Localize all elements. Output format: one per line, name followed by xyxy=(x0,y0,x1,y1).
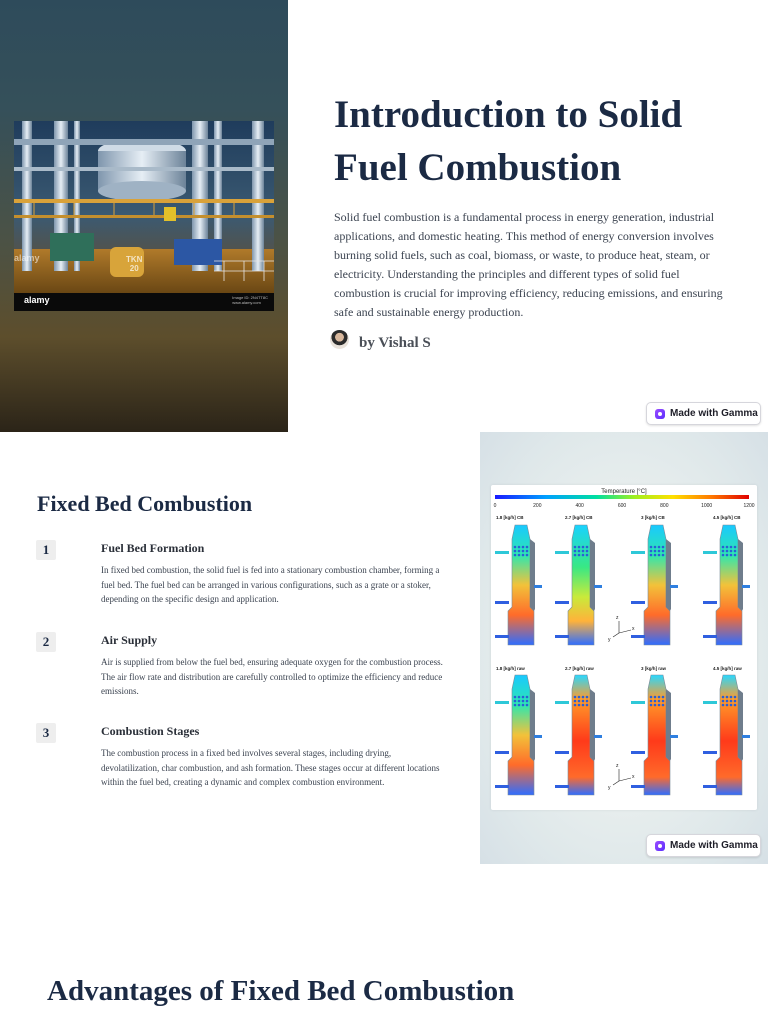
tube-dot xyxy=(726,550,729,553)
reactor-model xyxy=(555,525,602,645)
reactor-side xyxy=(530,689,535,761)
step-description: Air is supplied from below the fuel bed, ensuring adequate oxygen for the combustion process. The air flow rate and distribution are carefully controlled to optimize the efficiency and reduce emissions. xyxy=(101,657,443,696)
outlet-pipe xyxy=(594,735,602,738)
axis-line xyxy=(613,633,619,637)
slide-advantages xyxy=(0,864,768,1024)
tube-dot xyxy=(734,704,737,707)
gamma-badge-label: Made with Gamma xyxy=(670,408,758,419)
tube-dot xyxy=(526,696,529,699)
reactor-label: 3 [kg/h] CB xyxy=(641,515,665,520)
tube-dot xyxy=(578,704,581,707)
slide2-image-panel xyxy=(480,432,768,864)
tube-dot xyxy=(722,554,725,557)
reactor-model xyxy=(631,675,678,795)
axes-indicator-top xyxy=(608,615,635,643)
tube-dot xyxy=(658,696,661,699)
reactor-label: 4.5 [kg/h] CB xyxy=(713,515,741,520)
reactor-label: 3 [kg/h] raw xyxy=(641,666,667,671)
tube-dot xyxy=(730,546,733,549)
tube-dot xyxy=(654,704,657,707)
tube-dot xyxy=(658,554,661,557)
axis-line xyxy=(619,630,631,633)
tube-dot xyxy=(514,554,517,557)
colorbar-ticks xyxy=(494,503,755,509)
slide1-title: Introduction to Solid Fuel Combustion xyxy=(334,93,683,189)
power-plant-photo xyxy=(14,121,274,311)
reactor-model xyxy=(495,525,542,645)
tube-dot xyxy=(522,550,525,553)
axis-line xyxy=(619,778,631,781)
simulation-svg xyxy=(491,485,757,810)
inlet-pipe xyxy=(495,751,509,754)
tube-dot xyxy=(658,546,661,549)
inlet-pipe xyxy=(703,785,717,788)
axis-line xyxy=(613,781,619,785)
tube-dot xyxy=(654,700,657,703)
reactor-model xyxy=(631,525,678,645)
inlet-pipe xyxy=(495,701,509,704)
made-with-gamma-button[interactable] xyxy=(646,834,761,857)
tube-dot xyxy=(730,554,733,557)
tube-dot xyxy=(650,550,653,553)
temperature-simulation-figure xyxy=(491,485,757,810)
outlet-pipe xyxy=(670,735,678,738)
axis-label: y xyxy=(608,637,611,643)
tube-dot xyxy=(574,704,577,707)
inlet-pipe xyxy=(495,635,509,638)
tank-label: TKN 20 xyxy=(126,255,143,273)
author-name: by Vishal S xyxy=(359,335,431,351)
inlet-pipe xyxy=(495,551,509,554)
inlet-pipe xyxy=(631,551,645,554)
tube-dot xyxy=(662,546,665,549)
tube-dot xyxy=(514,696,517,699)
tube-dot xyxy=(518,704,521,707)
tube-dot xyxy=(734,550,737,553)
inlet-pipe xyxy=(555,551,569,554)
inlet-pipe xyxy=(555,601,569,604)
reactor-side xyxy=(666,539,671,611)
reactor-model xyxy=(555,675,602,795)
tube-dot xyxy=(582,700,585,703)
tube-dot xyxy=(730,550,733,553)
tube-dot xyxy=(650,700,653,703)
axis-label: y xyxy=(608,785,611,791)
tube-dot xyxy=(734,554,737,557)
tube-dot xyxy=(578,550,581,553)
tube-dot xyxy=(582,696,585,699)
tube-dot xyxy=(734,696,737,699)
tube-dot xyxy=(658,550,661,553)
slide-introduction xyxy=(0,0,768,432)
tube-dot xyxy=(526,700,529,703)
tube-dot xyxy=(522,546,525,549)
tube-dot xyxy=(730,704,733,707)
axis-label: z xyxy=(616,615,619,621)
tube-dot xyxy=(726,704,729,707)
tube-dot xyxy=(586,696,589,699)
power-plant-illustration xyxy=(14,121,274,311)
tube-dot xyxy=(654,546,657,549)
step-title: Fuel Bed Formation xyxy=(101,541,205,555)
tube-dot xyxy=(650,696,653,699)
tube-dot xyxy=(574,554,577,557)
alamy-logo: alamy xyxy=(24,295,50,305)
tube-dot xyxy=(722,550,725,553)
tube-dot xyxy=(518,696,521,699)
tube-dot xyxy=(578,696,581,699)
slide1-image-panel xyxy=(0,0,288,432)
tube-dot xyxy=(662,550,665,553)
tube-dot xyxy=(586,700,589,703)
step-number: 2 xyxy=(36,632,56,652)
tube-dot xyxy=(586,546,589,549)
tube-dot xyxy=(586,554,589,557)
tube-dot xyxy=(722,704,725,707)
photo-site-text: www.alamy.com xyxy=(232,300,261,305)
tube-dot xyxy=(574,546,577,549)
tube-dot xyxy=(582,704,585,707)
colorbar xyxy=(495,495,749,499)
tube-dot xyxy=(650,546,653,549)
tube-dot xyxy=(722,696,725,699)
colorbar-tick-label: 600 xyxy=(617,503,627,509)
inlet-pipe xyxy=(555,701,569,704)
tube-dot xyxy=(514,550,517,553)
gamma-badge-label: Made with Gamma xyxy=(670,840,758,851)
outlet-pipe xyxy=(534,735,542,738)
tube-dot xyxy=(522,704,525,707)
tube-dot xyxy=(578,546,581,549)
tube-dot xyxy=(734,700,737,703)
step-number: 1 xyxy=(36,540,56,560)
gamma-logo-icon xyxy=(655,841,665,851)
tube-dot xyxy=(518,550,521,553)
axes-indicator-bottom xyxy=(608,763,635,791)
tube-dot xyxy=(726,696,729,699)
tube-dot xyxy=(658,700,661,703)
tube-dot xyxy=(730,696,733,699)
slide1-body: Solid fuel combustion is a fundamental process in energy generation, industrial applications, and domestic heating. This method of energy conversion involves burning solid fuels, such as coal, biomass, or waste, to produce heat, steam, or electricity. Understanding the principles and different types of solid fuel combustion is crucial for improving efficiency, reducing emissions, and ensuring safe and sustainable energy production. xyxy=(334,210,723,319)
tube-dot xyxy=(654,550,657,553)
reactor-side xyxy=(530,539,535,611)
step-item xyxy=(36,723,446,799)
photo-image-id xyxy=(232,295,268,305)
tube-dot xyxy=(574,700,577,703)
step-description: The combustion process in a fixed bed involves several stages, including drying, devolatilization, char combustion, and ash formation. These stages occur at different locations within the fuel bed, creating a dynamic and complex combustion environment. xyxy=(101,748,440,787)
tube-dot xyxy=(722,700,725,703)
reactor-model xyxy=(703,525,750,645)
tube-dot xyxy=(650,554,653,557)
reactor-label: 4.5 [kg/h] raw xyxy=(713,666,742,671)
outlet-pipe xyxy=(670,585,678,588)
made-with-gamma-button[interactable] xyxy=(646,402,761,425)
photo-caption-bar xyxy=(14,293,274,311)
step-item xyxy=(36,540,446,616)
outlet-pipe xyxy=(742,735,750,738)
inlet-pipe xyxy=(703,701,717,704)
photo-watermark: alamy xyxy=(14,253,40,263)
tube-dot xyxy=(522,696,525,699)
inlet-pipe xyxy=(495,785,509,788)
step-title: Air Supply xyxy=(101,633,158,647)
tube-dot xyxy=(526,704,529,707)
tube-dot xyxy=(574,550,577,553)
inlet-pipe xyxy=(703,751,717,754)
inlet-pipe xyxy=(555,751,569,754)
tube-dot xyxy=(518,546,521,549)
reactor-label: 2.7 [kg/h] raw xyxy=(565,666,594,671)
tube-dot xyxy=(518,700,521,703)
tube-dot xyxy=(526,546,529,549)
tube-dot xyxy=(582,554,585,557)
outlet-pipe xyxy=(534,585,542,588)
tube-dot xyxy=(574,696,577,699)
colorbar-tick-label: 1200 xyxy=(743,503,755,509)
tube-dot xyxy=(514,700,517,703)
tube-dot xyxy=(658,704,661,707)
reactor-models xyxy=(495,525,750,795)
inlet-pipe xyxy=(703,635,717,638)
tube-dot xyxy=(586,704,589,707)
colorbar-tick-label: 0 xyxy=(493,503,497,509)
tube-dot xyxy=(514,546,517,549)
tube-dot xyxy=(526,554,529,557)
photo-image-id-text: Image ID: 2N4TT8C xyxy=(232,295,268,300)
colorbar-tick-label: 200 xyxy=(533,503,542,509)
tube-dot xyxy=(582,550,585,553)
tube-dot xyxy=(578,700,581,703)
tube-dot xyxy=(662,700,665,703)
tube-dot xyxy=(730,700,733,703)
tube-dot xyxy=(654,696,657,699)
reactor-model xyxy=(495,675,542,795)
tube-dot xyxy=(650,704,653,707)
tube-dot xyxy=(726,546,729,549)
colorbar-tick-label: 800 xyxy=(660,503,669,509)
reactor-label: 1.8 [kg/h] CB xyxy=(496,515,524,520)
reactor-side xyxy=(738,689,743,761)
step-number: 3 xyxy=(36,723,56,743)
tube-dot xyxy=(526,550,529,553)
slide3-title: Advantages of Fixed Bed Combustion xyxy=(47,975,515,1007)
step-item xyxy=(36,632,446,708)
inlet-pipe xyxy=(631,601,645,604)
reactor-label: 2.7 [kg/h] CB xyxy=(565,515,593,520)
inlet-pipe xyxy=(631,785,645,788)
inlet-pipe xyxy=(703,551,717,554)
tube-dot xyxy=(662,554,665,557)
tube-dot xyxy=(586,550,589,553)
row2-labels xyxy=(496,666,742,671)
colorbar-title: Temperature [°C] xyxy=(601,489,647,495)
step-title: Combustion Stages xyxy=(101,724,200,738)
tube-dot xyxy=(722,546,725,549)
tube-dot xyxy=(578,554,581,557)
axis-label: z xyxy=(616,763,619,769)
axis-label: x xyxy=(632,626,635,632)
tube-dot xyxy=(662,696,665,699)
gamma-logo-icon xyxy=(655,409,665,419)
inlet-pipe xyxy=(495,601,509,604)
tube-dot xyxy=(522,700,525,703)
inlet-pipe xyxy=(631,701,645,704)
inlet-pipe xyxy=(555,785,569,788)
colorbar-tick-label: 400 xyxy=(575,503,584,509)
slide-fixed-bed-combustion xyxy=(0,432,768,864)
tube-dot xyxy=(582,546,585,549)
tube-dot xyxy=(734,546,737,549)
reactor-side xyxy=(738,539,743,611)
outlet-pipe xyxy=(742,585,750,588)
reactor-side xyxy=(590,539,595,611)
author-avatar xyxy=(330,330,349,349)
inlet-pipe xyxy=(631,635,645,638)
tube-dot xyxy=(518,554,521,557)
tube-dot xyxy=(654,554,657,557)
reactor-side xyxy=(590,689,595,761)
row1-labels xyxy=(496,515,741,520)
outlet-pipe xyxy=(594,585,602,588)
tube-dot xyxy=(662,704,665,707)
reactor-side xyxy=(666,689,671,761)
reactor-model xyxy=(703,675,750,795)
inlet-pipe xyxy=(555,635,569,638)
reactor-label: 1.8 [kg/h] raw xyxy=(496,666,525,671)
slide2-title: Fixed Bed Combustion xyxy=(37,491,253,516)
tube-dot xyxy=(522,554,525,557)
inlet-pipe xyxy=(631,751,645,754)
axis-label: x xyxy=(632,774,635,780)
step-description: In fixed bed combustion, the solid fuel is fed into a stationary combustion chamber, forming a fuel bed. The fuel bed can be arranged in various configurations, such as a grate or a stoker, depending on the specific design and application. xyxy=(101,565,440,604)
tube-dot xyxy=(726,700,729,703)
tube-dot xyxy=(514,704,517,707)
tube-dot xyxy=(726,554,729,557)
colorbar-tick-label: 1000 xyxy=(701,503,713,509)
inlet-pipe xyxy=(703,601,717,604)
